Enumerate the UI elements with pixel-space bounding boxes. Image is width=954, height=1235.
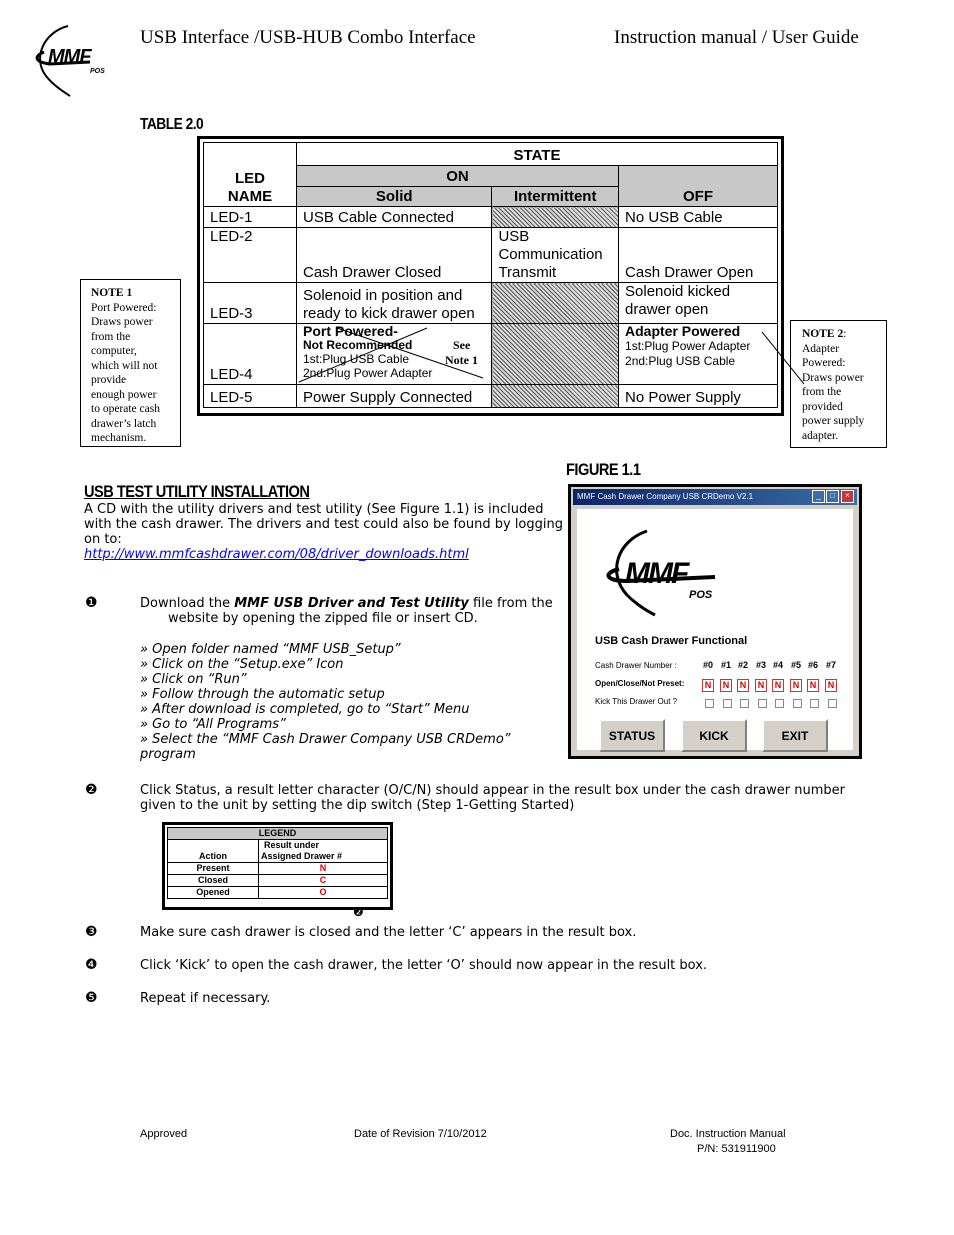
- led-name-header: LED NAME: [204, 143, 297, 207]
- led3-solid: Solenoid in position and ready to kick drawer open: [297, 283, 492, 324]
- note2-line: from the: [802, 386, 842, 398]
- step2-line: Click Status, a result letter character (O/C/N) should appear in the result box under the cash drawer number: [140, 783, 845, 798]
- led5-intermittent: [492, 385, 619, 408]
- led-state-table: [203, 142, 778, 408]
- on-header: ON: [297, 166, 619, 187]
- note2-arrow: [760, 320, 810, 390]
- led2-off: Cash Drawer Open: [619, 228, 778, 283]
- section-title: USB TEST UTILITY INSTALLATION: [84, 482, 310, 501]
- led4-off-line1: 1st:Plug Power Adapter: [625, 339, 751, 353]
- legend-result: C: [259, 875, 388, 887]
- window-title: MMF Cash Drawer Company USB CRDemo V2.1: [577, 492, 754, 501]
- note1-title: NOTE 1: [91, 287, 133, 299]
- note2-title: NOTE 2: [802, 328, 844, 340]
- substep: » Select the “MMF Cash Drawer Company USB CRDemo”: [140, 732, 511, 747]
- step4-marker: ❹: [85, 957, 98, 973]
- led3-off: Solenoid kicked drawer open: [619, 283, 778, 324]
- led5-solid: Power Supply Connected: [297, 385, 492, 408]
- figure-label: FIGURE 1.1: [566, 460, 641, 479]
- footer-approved: Approved: [140, 1128, 188, 1140]
- note1-line: Port Powered:: [91, 301, 157, 314]
- note1-line: drawer’s latch: [91, 417, 157, 430]
- legend-action: Closed: [168, 875, 259, 887]
- kick-checkbox[interactable]: [793, 699, 802, 708]
- substep: » Follow through the automatic setup: [140, 687, 385, 702]
- led2-solid: Cash Drawer Closed: [297, 228, 492, 283]
- substep: » After download is completed, go to “Start” Menu: [140, 702, 470, 717]
- step1-marker: ❶: [85, 595, 98, 611]
- state-header: STATE: [297, 143, 778, 166]
- led3-name: LED-3: [204, 283, 297, 324]
- row-status-label: Open/Close/Not Preset:: [595, 679, 685, 688]
- note2-title-line: [802, 327, 876, 342]
- led4-name: LED-4: [204, 324, 297, 385]
- row-kick-label: Kick This Drawer Out ?: [595, 697, 678, 706]
- result-box: N: [807, 679, 819, 692]
- result-box: N: [702, 679, 714, 692]
- header-title-left: USB Interface /USB-HUB Combo Interface: [140, 27, 476, 48]
- note2-line: power supply: [802, 415, 865, 427]
- led4-off: [619, 324, 778, 385]
- not-recommended: Not Recommended: [303, 338, 413, 352]
- footer-pn: P/N: 531911900: [697, 1143, 776, 1155]
- note1-line: Draws power: [91, 316, 153, 328]
- legend-action: Present: [168, 863, 259, 875]
- led5-off: No Power Supply: [619, 385, 778, 408]
- led2-name: LED-2: [204, 228, 297, 283]
- kick-checkbox[interactable]: [740, 699, 749, 708]
- header-title-right: Instruction manual / User Guide: [614, 27, 859, 48]
- drawer-num: #6: [808, 660, 819, 670]
- legend-title: LEGEND: [168, 828, 388, 840]
- logo-sub: POS: [90, 68, 105, 75]
- step2-marker: ❷: [85, 782, 98, 798]
- led2-intermittent: USB Communication Transmit: [492, 228, 619, 283]
- step4-text: Click ‘Kick’ to open the cash drawer, the letter ‘O’ should now appear in the result box.: [140, 958, 708, 973]
- strike-lines: [297, 324, 489, 384]
- legend-action: Opened: [168, 887, 259, 899]
- drawer-num: #0: [703, 660, 714, 670]
- substep: program: [140, 747, 196, 762]
- app-logo-sub: POS: [689, 589, 713, 601]
- kick-checkbox[interactable]: [828, 699, 837, 708]
- note1-line: mechanism.: [91, 432, 147, 444]
- note1-line: from the: [91, 330, 131, 343]
- intro-line: with the cash drawer. The drivers and test could also be found by logging: [84, 517, 563, 532]
- footer-revision: Date of Revision 7/10/2012: [354, 1128, 487, 1140]
- minimize-icon[interactable]: _: [812, 490, 825, 503]
- drawer-num: #4: [773, 660, 784, 670]
- logo-text: MMF: [48, 46, 91, 68]
- drawer-num: #3: [756, 660, 767, 670]
- result-box: N: [755, 679, 767, 692]
- legend-result-header: Result under Assigned Drawer #: [259, 840, 388, 863]
- note1-line: to operate cash: [91, 403, 160, 415]
- off-header: OFF: [619, 166, 778, 207]
- driver-download-link[interactable]: http://www.mmfcashdrawer.com/08/driver_downloads.html: [84, 547, 469, 562]
- step5-marker: ❺: [85, 990, 98, 1006]
- drawer-num: #5: [791, 660, 802, 670]
- substep: » Go to “All Programs”: [140, 717, 286, 732]
- note2-line: Powered:: [802, 357, 846, 369]
- company-logo: [30, 22, 116, 98]
- note1-box: [80, 279, 181, 447]
- result-box: N: [825, 679, 837, 692]
- result-box: N: [790, 679, 802, 692]
- kick-button[interactable]: KICK: [681, 719, 747, 752]
- result-box: N: [720, 679, 732, 692]
- usb-demo-window: [568, 484, 862, 759]
- led1-name: LED-1: [204, 207, 297, 228]
- see-note1: See Note 1: [445, 338, 478, 367]
- app-logo: [597, 523, 737, 623]
- drawer-num: #1: [721, 660, 732, 670]
- app-heading: USB Cash Drawer Functional: [595, 635, 748, 647]
- result-box: N: [772, 679, 784, 692]
- adapter-powered-title: Adapter Powered: [625, 323, 741, 339]
- note1-line: which will not: [91, 359, 158, 372]
- exit-button[interactable]: EXIT: [762, 719, 828, 752]
- kick-checkbox[interactable]: [810, 699, 819, 708]
- note2-line: adapter.: [802, 429, 839, 442]
- led1-off: No USB Cable: [619, 207, 778, 228]
- led4-solid-line2: 2nd:Plug Power Adapter: [303, 366, 433, 380]
- step3-text: Make sure cash drawer is closed and the letter ‘C’ appears in the result box.: [140, 925, 637, 940]
- note2-title-suffix: :: [843, 328, 847, 340]
- row-drawer-number-label: Cash Drawer Number :: [595, 661, 677, 670]
- kick-checkbox[interactable]: [723, 699, 732, 708]
- setup-substeps: [140, 642, 511, 762]
- step1-line2: website by opening the zipped file or insert CD.: [168, 611, 478, 626]
- substep: » Open folder named “MMF USB_Setup”: [140, 642, 401, 657]
- step2-text: [140, 783, 845, 813]
- step3-marker: ❸: [85, 924, 98, 940]
- intro-line: A CD with the utility drivers and test utility (See Figure 1.1) is included: [84, 502, 544, 517]
- step2-line: given to the unit by setting the dip switch (Step 1-Getting Started): [140, 798, 575, 813]
- kick-checkbox[interactable]: [705, 699, 714, 708]
- intermittent-header: Intermittent: [492, 187, 619, 207]
- note1-line: enough power: [91, 388, 157, 401]
- footer-doc: Doc. Instruction Manual: [670, 1128, 786, 1140]
- window-client: [577, 509, 853, 750]
- table-label: TABLE 2.0: [140, 116, 204, 133]
- intro-line: on to:: [84, 532, 122, 547]
- led4-solid: [297, 324, 492, 385]
- note2-line: Draws power: [802, 371, 864, 384]
- kick-checkbox[interactable]: [758, 699, 767, 708]
- maximize-icon[interactable]: □: [826, 490, 839, 503]
- legend-table: [167, 827, 388, 899]
- led4-intermittent: [492, 324, 619, 385]
- step5-text: Repeat if necessary.: [140, 991, 271, 1006]
- status-button[interactable]: STATUS: [599, 719, 665, 752]
- port-powered-title: Port Powered-: [303, 323, 398, 339]
- note2-line: Adapter: [802, 342, 840, 355]
- result-box: N: [737, 679, 749, 692]
- legend-marker: ❷: [353, 905, 364, 919]
- led4-solid-line1: 1st:Plug USB Cable: [303, 352, 410, 366]
- led3-intermittent: [492, 283, 619, 324]
- kick-checkbox[interactable]: [775, 699, 784, 708]
- note1-line: provide: [91, 374, 127, 386]
- drawer-num: #2: [738, 660, 749, 670]
- app-logo-text: MMF: [625, 557, 688, 590]
- close-icon[interactable]: ×: [841, 490, 854, 503]
- intro-text: [84, 502, 563, 562]
- legend-action-header: Action: [168, 840, 259, 863]
- solid-header: Solid: [297, 187, 492, 207]
- legend-result: N: [259, 863, 388, 875]
- note2-line: provided: [802, 400, 843, 413]
- led1-intermittent: [492, 207, 619, 228]
- step1-text: Download the MMF USB Driver and Test Utility file from the website by opening the zipped file or insert CD.: [140, 596, 553, 626]
- legend-result: O: [259, 887, 388, 899]
- substep: » Click on the “Setup.exe” Icon: [140, 657, 344, 672]
- substep: » Click on “Run”: [140, 672, 247, 687]
- led4-off-line2: 2nd:Plug USB Cable: [625, 354, 736, 368]
- led5-name: LED-5: [204, 385, 297, 408]
- drawer-num: #7: [826, 660, 837, 670]
- note1-line: computer,: [91, 345, 137, 357]
- led1-solid: USB Cable Connected: [297, 207, 492, 228]
